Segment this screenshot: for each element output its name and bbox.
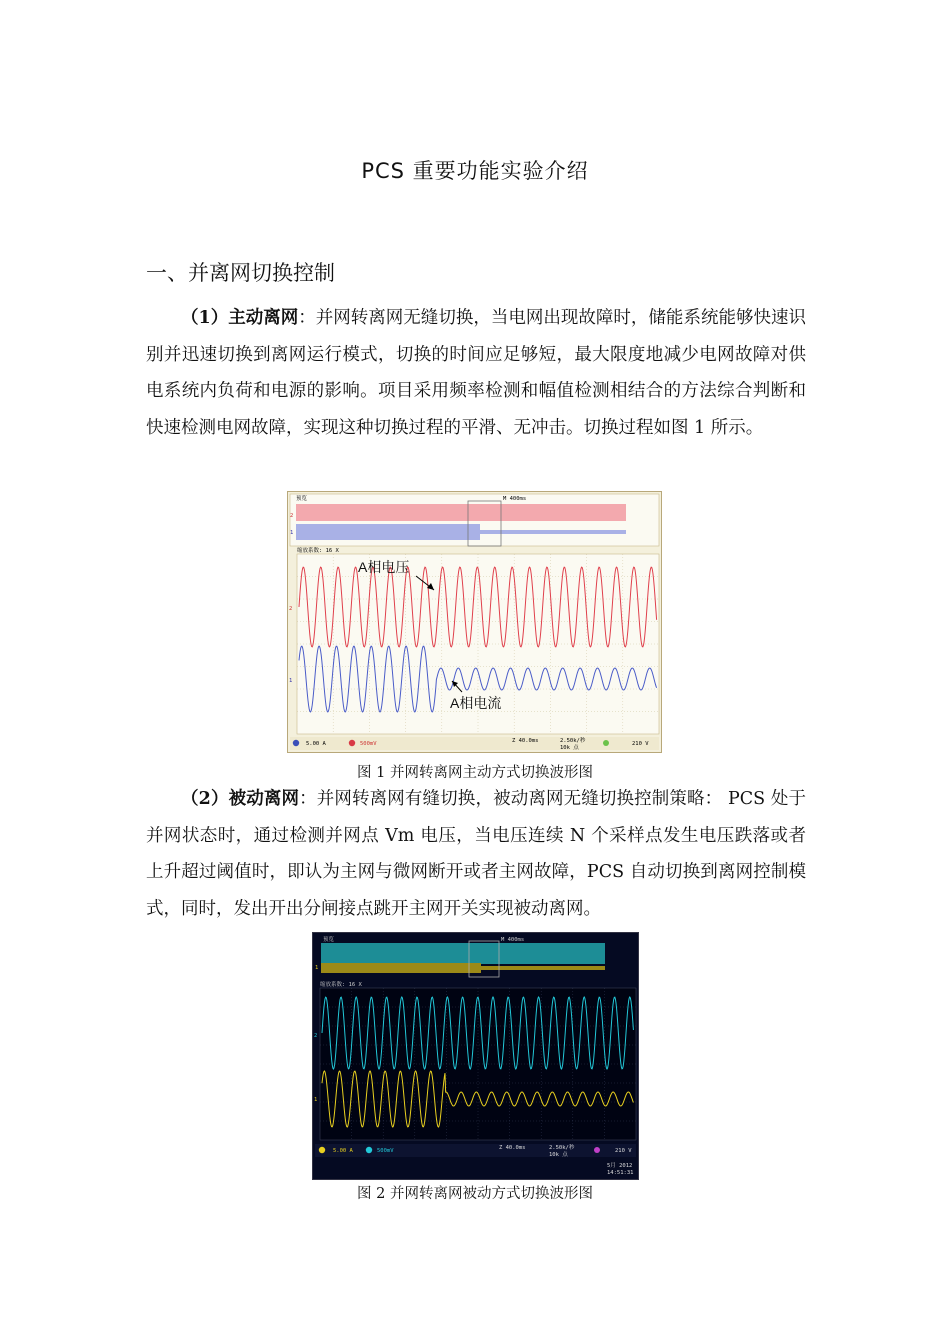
paragraph-passive-islanding [146, 781, 806, 927]
timebase-main: M 400ms [503, 496, 527, 502]
overview-current-trace-after [481, 966, 605, 970]
sample-rate: 2.50k/秒 [549, 1145, 575, 1151]
overview-current-trace-after [480, 530, 626, 534]
trigger-level: 210 V [632, 741, 649, 747]
overview-voltage-trace [296, 504, 626, 521]
zoom-timebase: Z 40.0ms [512, 738, 539, 744]
timebase-main: M 400ms [501, 937, 525, 943]
sample-rate: 2.50k/秒 [560, 738, 586, 744]
scope-time: 14:51:31 [607, 1170, 634, 1176]
voltage-annotation: A相电压 [358, 559, 410, 575]
paragraph-text: ：并网转离网无缝切换，当电网出现故障时，储能系统能够快速识别并迅速切换到离网运行模式，切换的时间应足够短，最大限度地减少电网故障对供电系统内负荷和电源的影响。项目采用频率检测和幅值检测相结合的方法综合判断和快速检测电网故障，实现这种切换过程的平滑、无冲击。切换过程如图 1 所示。 [146, 308, 806, 438]
record-length: 10k 点 [560, 745, 579, 751]
zoom-timebase: Z 40.0ms [499, 1145, 526, 1151]
ch2-scale: 500mV [377, 1148, 394, 1154]
section-heading: 一、并离网切换控制 [146, 261, 335, 285]
ch1-scale: 5.00 A [333, 1148, 353, 1154]
overview-ch2-marker: 2 [290, 513, 294, 519]
ch1-scale: 5.00 A [306, 741, 326, 747]
scope-date: 5月 2012 [607, 1163, 633, 1169]
overview-ch1-marker: 1 [315, 965, 319, 971]
overview-voltage-trace [321, 943, 605, 964]
paragraph-label: （1）主动离网 [181, 308, 299, 328]
ch2-marker: 2 [289, 606, 293, 612]
paragraph-label: （2）被动离网 [181, 789, 300, 809]
oscilloscope-figure-1 [287, 491, 662, 753]
overview-current-trace-before [321, 963, 481, 973]
overview-current-trace-before [296, 524, 480, 540]
overview-label: 预览 [296, 496, 308, 502]
page-title: PCS 重要功能实验介绍 [361, 159, 589, 183]
ch2-marker: 2 [314, 1033, 318, 1039]
figure-1-caption: 图 1 并网转离网主动方式切换波形图 [357, 765, 593, 781]
figure-2-caption: 图 2 并网转离网被动方式切换波形图 [357, 1186, 593, 1202]
oscilloscope-figure-2 [312, 932, 639, 1180]
overview-ch1-marker: 1 [290, 530, 294, 536]
ch2-scale: 500mV [360, 741, 377, 747]
current-annotation: A相电流 [450, 695, 502, 711]
record-length: 10k 点 [549, 1152, 568, 1158]
trigger-level: 210 V [615, 1148, 632, 1154]
paragraph-active-islanding [146, 300, 806, 446]
zoom-factor: 缩放系数: 16 X [297, 548, 339, 554]
paragraph-text: ：并网转离网有缝切换，被动离网无缝切换控制策略： PCS 处于并网状态时，通过检测并网点 Vm 电压，当电压连续 N 个采样点发生电压跌落或者上升超过阈值时，即认为主网与微网断开或者主网故障，PCS 自动切换到离网控制模式，同时，发出开出分闸接点跳开主网开关实现被动离网。 [146, 789, 806, 919]
zoom-factor: 缩放系数: 16 X [320, 982, 362, 988]
ch1-marker: 1 [314, 1097, 318, 1103]
overview-label: 预览 [323, 937, 335, 943]
ch1-marker: 1 [289, 678, 293, 684]
